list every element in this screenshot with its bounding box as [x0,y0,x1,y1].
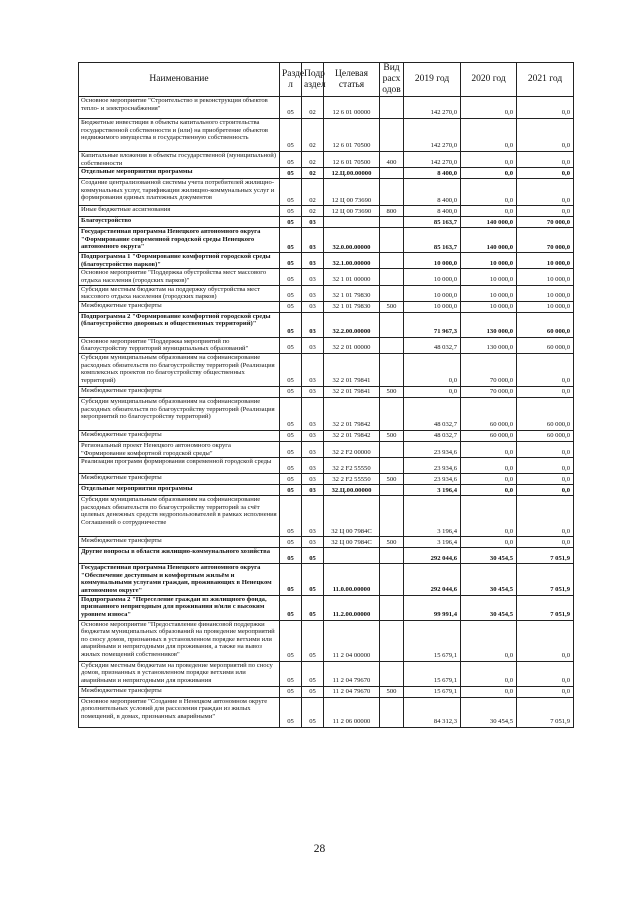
row-value-2020: 0,0 [461,179,517,206]
row-podrazdel: 05 [302,595,324,620]
table-row [79,168,574,179]
row-name: Иные бюджетные ассигнования [79,206,280,217]
row-vid [380,168,404,179]
row-value-2020: 0,0 [461,152,517,168]
row-podrazdel: 02 [302,119,324,152]
row-value-2019: 15 679,1 [404,661,461,686]
row-value-2019: 10 000,0 [404,253,461,269]
row-name: Бюджетные инвестиции в объекты капитального строительства государственной собственности и (или) на приобретение объектов недвижимого имущества в государственную собственность [79,119,280,152]
header-2021: 2021 год [517,63,574,97]
row-value-2019: 15 679,1 [404,686,461,697]
row-name: Основное мероприятие "Строительство и реконструкция объектов тепло- и электроснабжения" [79,97,280,119]
budget-table [78,62,574,728]
row-value-2021: 70 000,0 [517,228,574,253]
row-razdel: 05 [280,301,302,312]
row-article: 32 2 01 79842 [324,397,380,430]
row-razdel: 05 [280,458,302,474]
row-value-2019: 85 163,7 [404,217,461,228]
header-2019: 2019 год [404,63,461,97]
row-article: 11.0.00.00000 [324,564,380,595]
row-value-2019: 142 270,0 [404,97,461,119]
row-vid [380,397,404,430]
row-vid: 500 [380,686,404,697]
row-value-2020: 0,0 [461,620,517,661]
row-article: 32.0.00.00000 [324,228,380,253]
row-value-2019: 3 196,4 [404,496,461,537]
row-value-2021: 7 051,9 [517,595,574,620]
row-value-2019: 10 000,0 [404,285,461,301]
row-value-2020: 0,0 [461,661,517,686]
table-row [79,686,574,697]
row-vid [380,228,404,253]
row-podrazdel: 05 [302,620,324,661]
row-podrazdel: 03 [302,337,324,353]
row-name: Подпрограмма 2 "Формирование комфортной городской среды (благоустройство дворовых и общественных территорий)" [79,312,280,337]
row-value-2021: 60 000,0 [517,312,574,337]
row-value-2021: 0,0 [517,386,574,397]
row-podrazdel: 03 [302,397,324,430]
row-podrazdel: 03 [302,474,324,485]
table-row [79,537,574,548]
table-row [79,228,574,253]
row-value-2021: 7 051,9 [517,564,574,595]
row-vid: 500 [380,386,404,397]
row-value-2021: 0,0 [517,119,574,152]
table-row [79,397,574,430]
row-vid [380,119,404,152]
table-row [79,119,574,152]
table-row [79,474,574,485]
row-name: Благоустройство [79,217,280,228]
row-name: Основное мероприятие "Предоставление финансовой поддержки бюджетам муниципальных образований на проведение мероприятий по сносу домов, признанных в установленном порядке ветхими или аварийными и непригодными для проживания, а также на вывоз жилых помещений собственников" [79,620,280,661]
row-razdel: 05 [280,353,302,386]
row-value-2021: 60 000,0 [517,430,574,441]
table-row [79,269,574,285]
row-razdel: 05 [280,206,302,217]
row-podrazdel: 03 [302,217,324,228]
table-row [79,285,574,301]
row-value-2021: 10 000,0 [517,269,574,285]
row-article [324,217,380,228]
row-article: 32 1 01 79830 [324,285,380,301]
row-vid: 500 [380,474,404,485]
row-podrazdel: 03 [302,537,324,548]
row-razdel: 05 [280,97,302,119]
row-value-2021: 0,0 [517,353,574,386]
row-value-2021: 0,0 [517,537,574,548]
row-value-2021: 60 000,0 [517,397,574,430]
row-vid [380,253,404,269]
row-razdel: 05 [280,253,302,269]
row-article: 11 2 04 79670 [324,686,380,697]
row-razdel: 05 [280,620,302,661]
row-name: Субсидии муниципальным образованиям на софинансирование расходных обязательств по благоустройству территорий за счёт целевых денежных средств недропользователей в рамках исполнения Соглашений о сотрудничестве [79,496,280,537]
row-article: 32 2 01 00000 [324,337,380,353]
table-row [79,697,574,727]
row-podrazdel: 03 [302,485,324,496]
row-value-2019: 99 991,4 [404,595,461,620]
row-name: Отдельные мероприятия программы [79,168,280,179]
row-value-2020: 30 454,5 [461,548,517,564]
row-razdel: 05 [280,697,302,727]
row-vid: 500 [380,430,404,441]
row-razdel: 05 [280,168,302,179]
row-podrazdel: 03 [302,458,324,474]
row-vid [380,285,404,301]
row-razdel: 05 [280,564,302,595]
row-article: 32 Ц 00 7984С [324,496,380,537]
row-value-2021: 7 051,9 [517,548,574,564]
table-row [79,441,574,457]
row-name: Региональный проект Ненецкого автономного округа "Формирование комфортной городской среды" [79,441,280,457]
row-value-2021: 7 051,9 [517,697,574,727]
row-value-2021: 0,0 [517,168,574,179]
row-razdel: 05 [280,537,302,548]
row-value-2019: 0,0 [404,386,461,397]
row-name: Межбюджетные трансферты [79,686,280,697]
row-name: Межбюджетные трансферты [79,430,280,441]
row-vid [380,564,404,595]
row-podrazdel: 03 [302,301,324,312]
row-value-2021: 0,0 [517,661,574,686]
row-name: Основное мероприятие "Поддержка обустройства мест массового отдыха населения (городских парков)" [79,269,280,285]
header-razdel: Разде л [280,63,302,97]
row-vid [380,441,404,457]
row-value-2019: 23 934,6 [404,441,461,457]
table-row [79,458,574,474]
row-podrazdel: 05 [302,686,324,697]
row-value-2021: 10 000,0 [517,301,574,312]
row-article: 32.1.00.00000 [324,253,380,269]
row-article: 12 6 01 70500 [324,152,380,168]
row-podrazdel: 03 [302,353,324,386]
row-value-2020: 130 000,0 [461,337,517,353]
row-article: 32 2 01 79842 [324,430,380,441]
row-value-2019: 3 196,4 [404,485,461,496]
row-razdel: 05 [280,474,302,485]
row-article: 12.Ц.00.00000 [324,168,380,179]
row-article: 12 Ц 00 73690 [324,206,380,217]
table-row [79,97,574,119]
row-razdel: 05 [280,485,302,496]
row-razdel: 05 [280,496,302,537]
row-article: 11 2 04 00000 [324,620,380,661]
row-razdel: 05 [280,179,302,206]
row-podrazdel: 05 [302,697,324,727]
row-podrazdel: 05 [302,564,324,595]
header-name: Наименование [79,63,280,97]
row-value-2019: 0,0 [404,353,461,386]
row-podrazdel: 03 [302,386,324,397]
table-row [79,595,574,620]
row-vid: 800 [380,206,404,217]
header-article: Целевая статья [324,63,380,97]
row-vid: 400 [380,152,404,168]
table-row [79,312,574,337]
row-vid [380,697,404,727]
row-article: 11 2 06 00000 [324,697,380,727]
row-value-2019: 23 934,6 [404,458,461,474]
row-article: 11 2 04 79670 [324,661,380,686]
row-vid [380,179,404,206]
row-value-2020: 0,0 [461,168,517,179]
row-podrazdel: 03 [302,269,324,285]
row-value-2019: 23 934,6 [404,474,461,485]
row-value-2020: 0,0 [461,206,517,217]
row-article: 32 1 01 00000 [324,269,380,285]
header-vid: Вид расх одов [380,63,404,97]
row-article: 32 2 F2 00000 [324,441,380,457]
row-razdel: 05 [280,337,302,353]
row-value-2020: 10 000,0 [461,285,517,301]
row-value-2020: 0,0 [461,537,517,548]
row-article: 32 1 01 79830 [324,301,380,312]
row-value-2019: 15 679,1 [404,620,461,661]
row-vid [380,661,404,686]
row-value-2020: 140 000,0 [461,217,517,228]
row-razdel: 05 [280,397,302,430]
row-vid: 500 [380,301,404,312]
row-podrazdel: 03 [302,253,324,269]
row-value-2021: 60 000,0 [517,337,574,353]
table-row [79,386,574,397]
table-row [79,661,574,686]
row-article: 12 6 01 00000 [324,97,380,119]
row-value-2020: 0,0 [461,458,517,474]
row-name: Межбюджетные трансферты [79,537,280,548]
row-name: Создание централизованной системы учета потребителей жилищно-коммунальных услуг, тарификации жилищно-коммунальных услуг и формирования единых платежных документов [79,179,280,206]
row-article: 32.2.00.00000 [324,312,380,337]
row-value-2019: 48 032,7 [404,430,461,441]
row-podrazdel: 03 [302,228,324,253]
row-value-2021: 0,0 [517,485,574,496]
row-value-2020: 130 000,0 [461,312,517,337]
header-podrazdel: Подр аздел [302,63,324,97]
row-razdel: 05 [280,119,302,152]
table-row [79,179,574,206]
row-vid: 500 [380,537,404,548]
row-value-2020: 70 000,0 [461,386,517,397]
table-row [79,548,574,564]
row-vid [380,269,404,285]
row-razdel: 05 [280,548,302,564]
row-vid [380,337,404,353]
row-value-2020: 0,0 [461,474,517,485]
row-name: Межбюджетные трансферты [79,474,280,485]
row-article: 32 2 01 79841 [324,386,380,397]
row-razdel: 05 [280,217,302,228]
table-row [79,206,574,217]
row-value-2021: 0,0 [517,458,574,474]
row-article: 32 2 01 79841 [324,353,380,386]
row-podrazdel: 03 [302,312,324,337]
row-article: 32 2 F2 55550 [324,458,380,474]
table-row [79,430,574,441]
row-article: 12 6 01 70500 [324,119,380,152]
row-article [324,548,380,564]
row-value-2020: 60 000,0 [461,430,517,441]
row-value-2020: 0,0 [461,485,517,496]
row-value-2020: 0,0 [461,496,517,537]
table-row [79,301,574,312]
row-name: Основное мероприятие "Создание в Ненецком автономном округе дополнительных условий для расселения граждан из жилых помещений, в домах, признанных аварийными" [79,697,280,727]
table-row [79,253,574,269]
row-value-2019: 142 270,0 [404,119,461,152]
row-value-2021: 0,0 [517,206,574,217]
row-article: 12 Ц 00 73690 [324,179,380,206]
row-value-2019: 71 967,3 [404,312,461,337]
row-vid [380,353,404,386]
row-name: Межбюджетные трансферты [79,301,280,312]
row-razdel: 05 [280,595,302,620]
row-podrazdel: 03 [302,430,324,441]
row-value-2020: 70 000,0 [461,353,517,386]
row-razdel: 05 [280,285,302,301]
row-value-2021: 0,0 [517,152,574,168]
row-podrazdel: 02 [302,97,324,119]
row-name: Капитальные вложения в объекты государственной (муниципальной) собственности [79,152,280,168]
row-value-2021: 0,0 [517,179,574,206]
row-value-2020: 10 000,0 [461,301,517,312]
row-vid [380,595,404,620]
row-value-2019: 8 400,0 [404,179,461,206]
row-value-2019: 48 032,7 [404,337,461,353]
table-row [79,353,574,386]
row-value-2021: 0,0 [517,441,574,457]
row-podrazdel: 02 [302,168,324,179]
row-value-2019: 85 163,7 [404,228,461,253]
row-value-2020: 0,0 [461,119,517,152]
row-value-2021: 0,0 [517,474,574,485]
row-razdel: 05 [280,386,302,397]
row-name: Субсидии муниципальным образованиям на софинансирование расходных обязательств по благоустройству территорий (Реализация комплексных проектов по благоустройству общественных территорий) [79,353,280,386]
row-podrazdel: 03 [302,285,324,301]
row-vid [380,217,404,228]
table-row [79,564,574,595]
row-podrazdel: 02 [302,206,324,217]
row-podrazdel: 05 [302,661,324,686]
row-value-2020: 30 454,5 [461,595,517,620]
row-value-2021: 0,0 [517,686,574,697]
table-body [79,97,574,728]
row-value-2021: 10 000,0 [517,285,574,301]
row-value-2020: 10 000,0 [461,269,517,285]
row-vid [380,620,404,661]
row-podrazdel: 02 [302,152,324,168]
row-value-2020: 10 000,0 [461,253,517,269]
page-number: 28 [313,843,326,855]
row-value-2021: 70 000,0 [517,217,574,228]
row-value-2020: 0,0 [461,441,517,457]
row-podrazdel: 05 [302,548,324,564]
row-name: Государственная программа Ненецкого автономного округа "Формирование современной городской среды Ненецкого автономного округа" [79,228,280,253]
row-razdel: 05 [280,152,302,168]
row-value-2019: 48 032,7 [404,397,461,430]
row-name: Субсидии местным бюджетам на поддержку обустройства мест массового отдыха населения (городских парков) [79,285,280,301]
row-razdel: 05 [280,661,302,686]
row-value-2021: 0,0 [517,496,574,537]
row-vid [380,312,404,337]
row-value-2021: 0,0 [517,620,574,661]
row-value-2019: 3 196,4 [404,537,461,548]
row-podrazdel: 03 [302,441,324,457]
row-razdel: 05 [280,686,302,697]
row-vid [380,458,404,474]
row-value-2020: 60 000,0 [461,397,517,430]
row-name: Другие вопросы в области жилищно-коммунального хозяйства [79,548,280,564]
header-2020: 2020 год [461,63,517,97]
table-row [79,485,574,496]
row-value-2020: 30 454,5 [461,564,517,595]
row-name: Подпрограмма 2 "Переселение граждан из жилищного фонда, признанного непригодным для проживания и/или с высоким уровнем износа" [79,595,280,620]
row-name: Основное мероприятие "Поддержка мероприятий по благоустройству территорий муниципальных образований" [79,337,280,353]
row-razdel: 05 [280,441,302,457]
row-podrazdel: 03 [302,496,324,537]
table-row [79,217,574,228]
row-razdel: 05 [280,430,302,441]
row-article: 11.2.00.00000 [324,595,380,620]
row-value-2020: 0,0 [461,686,517,697]
row-value-2021: 10 000,0 [517,253,574,269]
row-value-2019: 84 312,3 [404,697,461,727]
row-razdel: 05 [280,228,302,253]
row-razdel: 05 [280,312,302,337]
row-name: Государственная программа Ненецкого автономного округа "Обеспечение доступным и комфортным жильём и коммунальными услугами граждан, проживающих в Ненецком автономном округе" [79,564,280,595]
row-name: Подпрограмма 1 "Формирование комфортной городской среды (благоустройство парков)" [79,253,280,269]
row-value-2020: 30 454,5 [461,697,517,727]
row-vid [380,97,404,119]
row-name: Отдельные мероприятия программы [79,485,280,496]
row-vid [380,485,404,496]
table-row [79,152,574,168]
row-value-2019: 10 000,0 [404,301,461,312]
row-value-2019: 142 270,0 [404,152,461,168]
row-podrazdel: 02 [302,179,324,206]
row-value-2020: 140 000,0 [461,228,517,253]
row-article: 32 Ц 00 7984С [324,537,380,548]
row-value-2019: 292 044,6 [404,564,461,595]
row-value-2019: 8 400,0 [404,168,461,179]
row-name: Субсидии местным бюджетам на проведение мероприятий по сносу домов, признанных в установленном порядке ветхими или аварийными и непригодными для проживания [79,661,280,686]
row-article: 32.Ц.00.00000 [324,485,380,496]
table-row [79,496,574,537]
row-value-2019: 8 400,0 [404,206,461,217]
row-vid [380,496,404,537]
row-article: 32 2 F2 55550 [324,474,380,485]
table-row [79,620,574,661]
row-razdel: 05 [280,269,302,285]
table-header-row [79,63,574,97]
row-value-2019: 10 000,0 [404,269,461,285]
row-value-2021: 0,0 [517,97,574,119]
row-value-2019: 292 044,6 [404,548,461,564]
row-name: Реализация программ формирования современной городской среды [79,458,280,474]
table-row [79,337,574,353]
row-value-2020: 0,0 [461,97,517,119]
row-name: Межбюджетные трансферты [79,386,280,397]
row-vid [380,548,404,564]
row-name: Субсидии муниципальным образованиям на софинансирование расходных обязательств по благоустройству территорий (Реализация мероприятий по благоустройству территорий) [79,397,280,430]
